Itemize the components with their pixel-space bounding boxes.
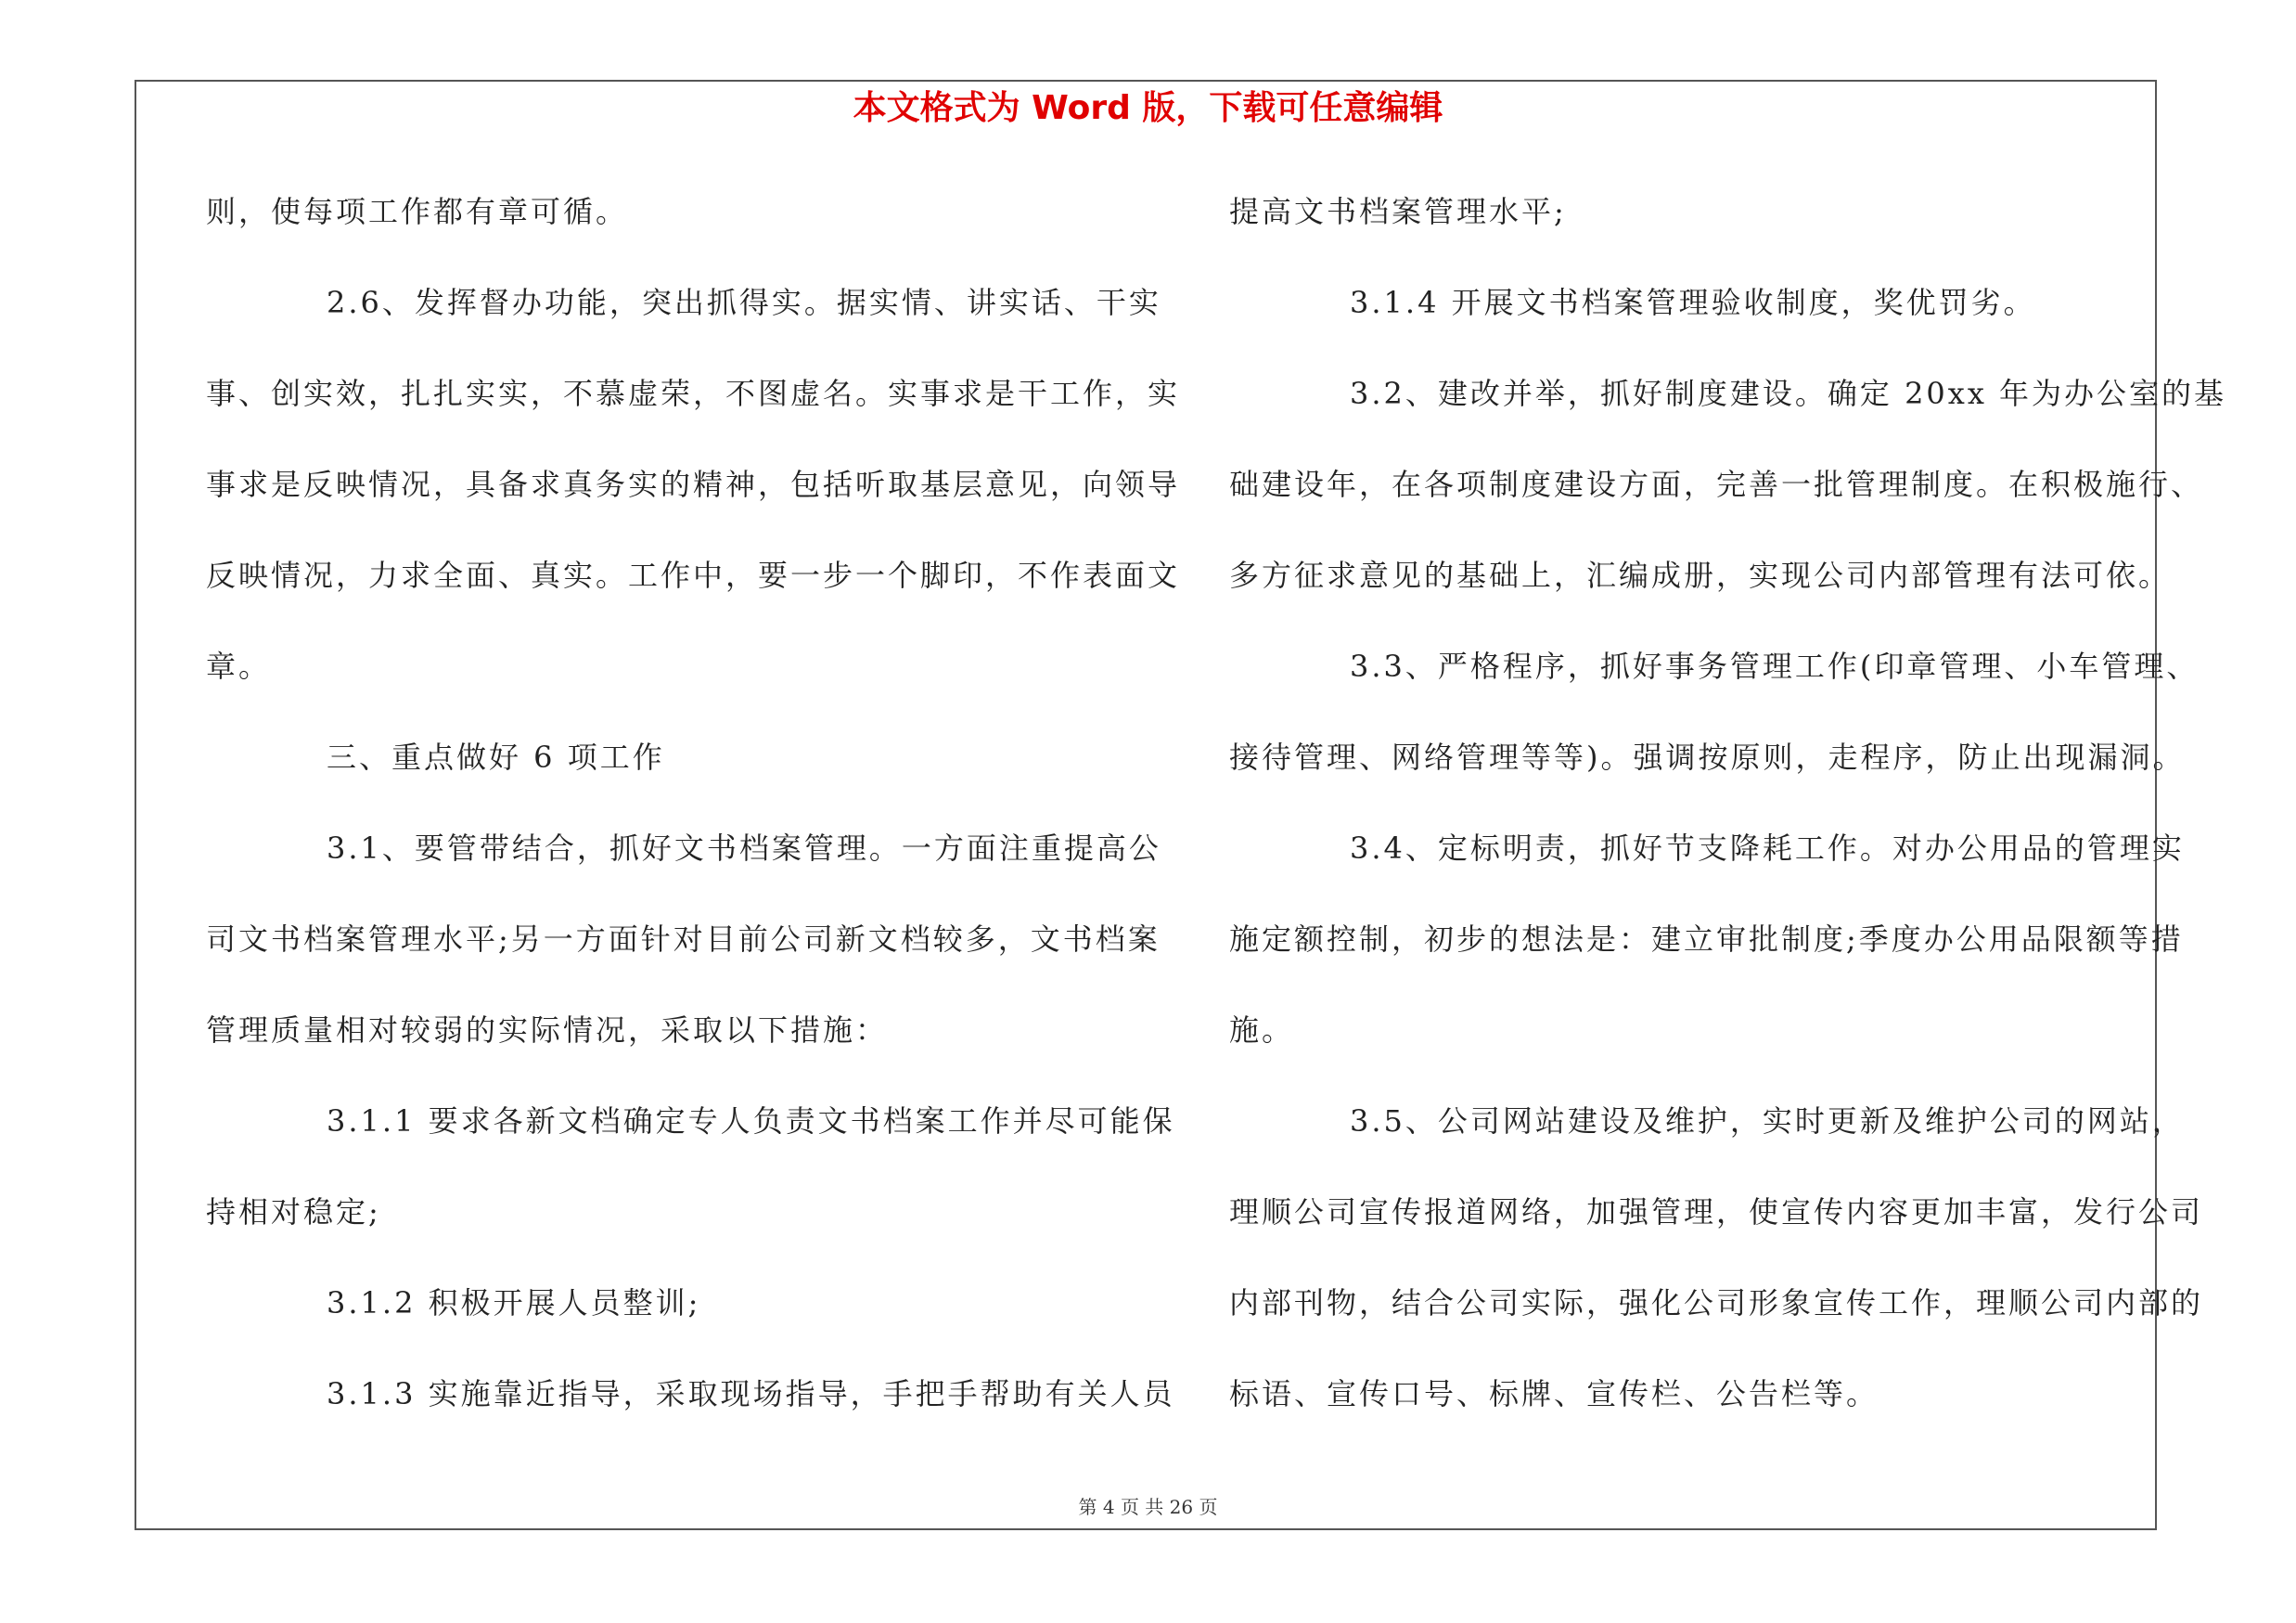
text-line: 3.1.3 实施靠近指导，采取现场指导，手把手帮助有关人员 — [327, 1376, 1175, 1411]
text-line: 标语、宣传口号、标牌、宣传栏、公告栏等。 — [1229, 1376, 1879, 1411]
text-line: 章。 — [206, 649, 272, 684]
text-line: 3.1.4 开展文书档案管理验收制度，奖优罚劣。 — [1350, 285, 2036, 320]
text-line: 施。 — [1229, 1012, 1295, 1048]
text-line: 施定额控制，初步的想法是：建立审批制度;季度办公用品限额等措 — [1229, 921, 2184, 957]
text-line: 则，使每项工作都有章可循。 — [206, 194, 629, 229]
text-line: 3.4、定标明责，抓好节支降耗工作。对办公用品的管理实 — [1350, 831, 2185, 866]
text-line: 3.5、公司网站建设及维护，实时更新及维护公司的网站， — [1350, 1103, 2185, 1139]
text-line: 础建设年，在各项制度建设方面，完善一批管理制度。在积极施行、 — [1229, 467, 2204, 502]
right-column — [1229, 182, 2227, 1455]
text-line: 司文书档案管理水平;另一方面针对目前公司新文档较多，文书档案 — [206, 921, 1161, 957]
text-line: 多方征求意见的基础上，汇编成册，实现公司内部管理有法可依。 — [1229, 558, 2172, 593]
text-line: 3.1、要管带结合，抓好文书档案管理。一方面注重提高公 — [327, 831, 1161, 866]
text-line: 提高文书档案管理水平; — [1229, 194, 1567, 229]
page-number-footer: 第 4 页 共 26 页 — [1078, 1496, 1218, 1518]
text-line: 事、创实效，扎扎实实，不慕虚荣，不图虚名。实事求是干工作，实 — [206, 376, 1181, 411]
text-line: 三、重点做好 6 项工作 — [327, 740, 665, 775]
text-line: 3.2、建改并举，抓好制度建设。确定 20xx 年为办公室的基 — [1350, 376, 2227, 411]
text-line: 理顺公司宣传报道网络，加强管理，使宣传内容更加丰富，发行公司 — [1229, 1194, 2204, 1230]
text-line: 持相对稳定; — [206, 1194, 381, 1230]
text-line: 事求是反映情况，具备求真务实的精神，包括听取基层意见，向领导 — [206, 467, 1181, 502]
text-line: 3.1.2 积极开展人员整训; — [327, 1285, 701, 1320]
text-line: 反映情况，力求全面、真实。工作中，要一步一个脚印，不作表面文 — [206, 558, 1181, 593]
text-line: 内部刊物，结合公司实际，强化公司形象宣传工作，理顺公司内部的 — [1229, 1285, 2204, 1320]
text-line: 接待管理、网络管理等等)。强调按原则，走程序，防止出现漏洞。 — [1229, 740, 2186, 775]
left-column — [206, 182, 1181, 1455]
text-line: 3.3、严格程序，抓好事务管理工作(印章管理、小车管理、 — [1350, 649, 2200, 684]
format-banner: 本文格式为 Word 版，下载可任意编辑 — [853, 89, 1443, 127]
text-line: 3.1.1 要求各新文档确定专人负责文书档案工作并尽可能保 — [327, 1103, 1175, 1139]
text-line: 管理质量相对较弱的实际情况，采取以下措施： — [206, 1012, 889, 1048]
text-line: 2.6、发挥督办功能，突出抓得实。据实情、讲实话、干实 — [327, 285, 1161, 320]
